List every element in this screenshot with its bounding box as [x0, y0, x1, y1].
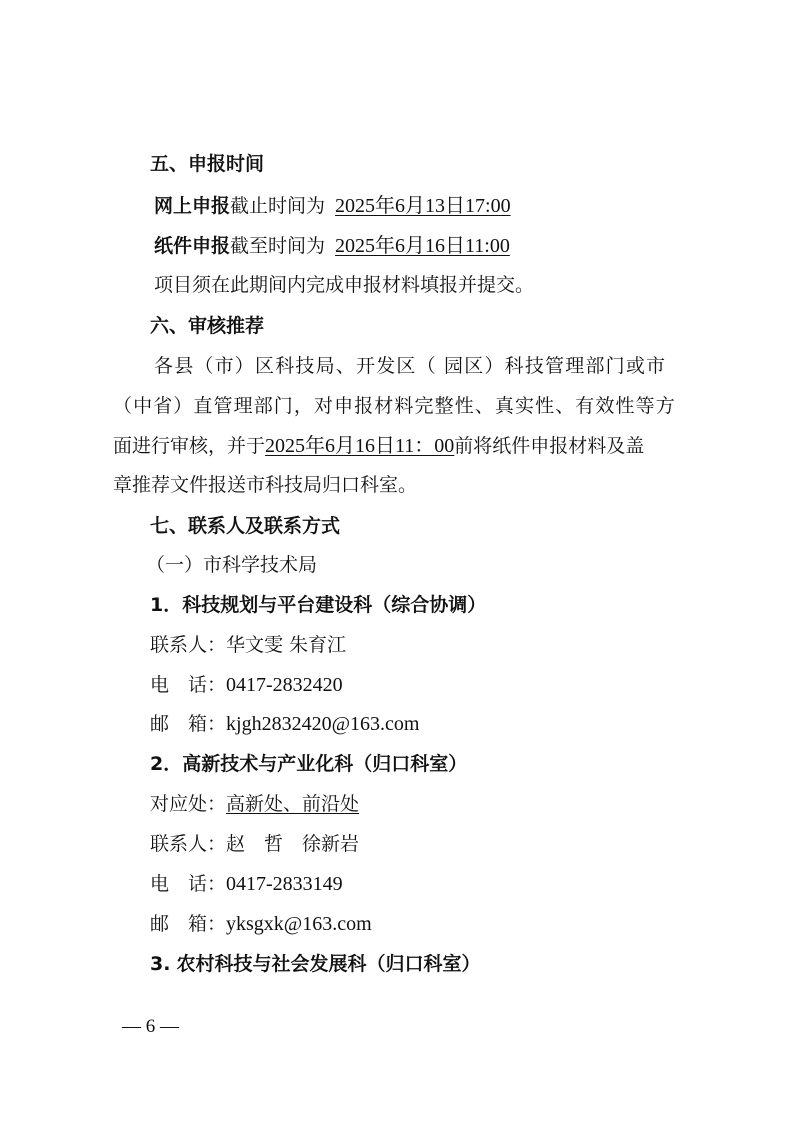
online-text: 截止时间为: [230, 195, 326, 217]
email-label: 邮 箱：: [150, 713, 227, 735]
review-paragraph-line-2: （中省）直管理部门，对申报材料完整性、真实性、有效性等方: [113, 395, 676, 417]
department-2-contacts: [150, 831, 359, 857]
contacts-value: 赵 哲 徐新岩: [226, 833, 360, 855]
review-paragraph-line-1: 各县（市）区科技局、开发区（ 园区）科技管理部门或市: [154, 355, 667, 377]
section-heading-contacts: 七、联系人及联系方式: [150, 515, 341, 537]
contacts-value: 华文雯 朱育江: [226, 634, 347, 656]
department-2-office: [150, 791, 359, 817]
review-text-suffix: 前将纸件申报材料及盖: [454, 435, 645, 457]
department-3-number: 3.: [150, 953, 171, 975]
department-1-contacts: [150, 632, 346, 658]
department-1-number: 1．: [150, 594, 183, 616]
department-1-name: 科技规划与平台建设科（综合协调）: [182, 594, 487, 616]
paper-deadline-line: [154, 233, 510, 259]
paper-label: 纸件申报: [154, 235, 231, 257]
department-3-name: 农村科技与社会发展科（归口科室）: [176, 953, 481, 975]
submit-note: 项目须在此期间内完成申报材料填报并提交。: [154, 274, 535, 296]
online-deadline: 2025年6月13日17:00: [335, 195, 511, 217]
office-label: 对应处：: [150, 793, 227, 815]
department-1-phone: [150, 672, 343, 698]
contacts-label: 联系人：: [150, 833, 227, 855]
review-paragraph-line-3: [113, 433, 644, 459]
department-2-email: [150, 911, 372, 937]
department-2-name: 高新技术与产业化科（归口科室）: [182, 753, 468, 775]
review-text-prefix: 面进行审核，并于: [113, 435, 266, 457]
section-heading-time: 五、申报时间: [150, 153, 265, 175]
department-2-number: 2．: [150, 753, 183, 775]
phone-label: 电 话：: [150, 674, 227, 696]
online-label: 网上申报: [154, 195, 231, 217]
phone-label: 电 话：: [150, 873, 227, 895]
bureau-subheading: （一）市科学技术局: [146, 554, 318, 576]
department-1-email: [150, 711, 419, 737]
email-label: 邮 箱：: [150, 913, 227, 935]
paper-text: 截至时间为: [230, 235, 326, 257]
paper-deadline: 2025年6月16日11:00: [335, 235, 510, 257]
department-1-title: [150, 592, 486, 618]
department-2-phone: [150, 871, 343, 897]
email-value: kjgh2832420@163.com: [226, 713, 420, 735]
department-2-title: [150, 751, 467, 777]
review-paragraph-line-4: 章推荐文件报送市科技局归口科室。: [113, 474, 418, 496]
section-heading-review: 六、审核推荐: [150, 315, 265, 337]
phone-value: 0417-2832420: [226, 674, 343, 696]
department-3-title: [150, 951, 480, 977]
review-deadline: 2025年6月16日11：00: [265, 435, 455, 457]
contacts-label: 联系人：: [150, 634, 227, 656]
page-number: — 6 —: [122, 1016, 179, 1037]
phone-value: 0417-2833149: [226, 873, 343, 895]
online-deadline-line: [154, 193, 511, 219]
email-value: yksgxk@163.com: [226, 913, 372, 935]
office-value: 高新处、前沿处: [226, 793, 360, 815]
